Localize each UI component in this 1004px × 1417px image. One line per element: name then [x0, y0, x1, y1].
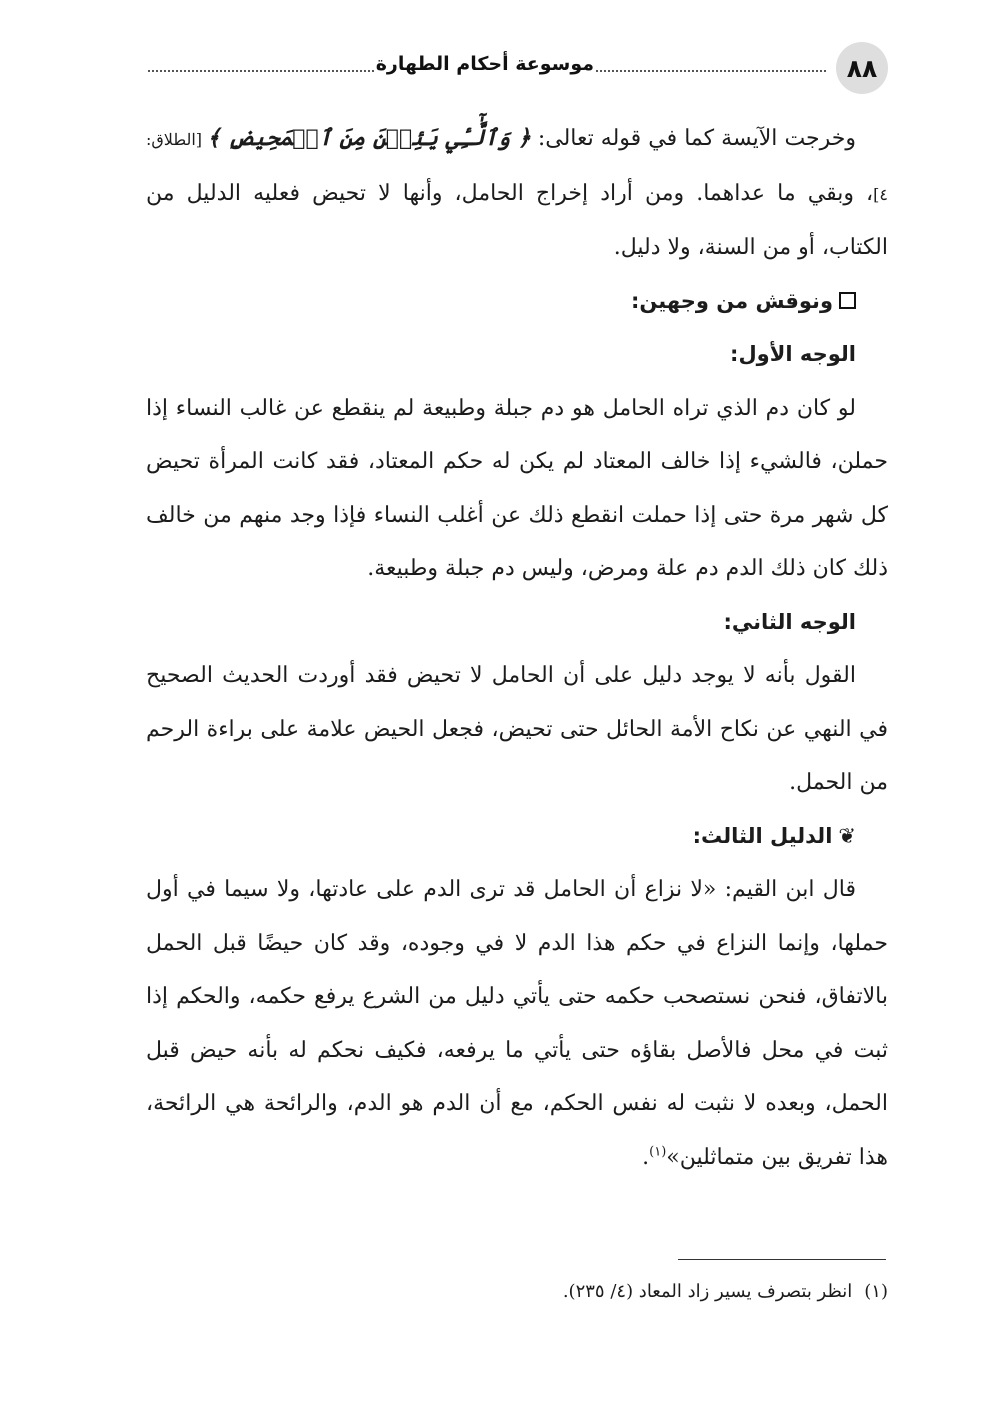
leaf-ornament-icon: ❦ — [838, 823, 856, 848]
first-aspect-label: الوجه الأول: — [730, 342, 856, 366]
discussion-label: ونوقش من وجهين: — [631, 288, 833, 313]
header-dotted-rule-left — [148, 70, 374, 72]
third-evidence-label: الدليل الثالث: — [692, 823, 833, 848]
footnote-separator — [678, 1259, 886, 1260]
first-aspect-paragraph: لو كان دم الذي تراه الحامل هو دم جبلة وطبيعة لم ينقطع عن غالب النساء إذا حملن، فالشيء إذا خالف المعتاد لم يكن له حكم المعتاد، فقد كانت المرأة تحيض كل شهر مرة حتى إذا حملت انقطع ذلك عن أغلب النساء فإذا وجد منهم من خالف ذلك كان ذلك الدم دم علة ومرض، وليس دم جبلة وطبيعة. — [146, 395, 888, 581]
footnote-text: انظر بتصرف يسير زاد المعاد (٤/ ٢٣٥). — [562, 1281, 853, 1302]
page-number: ٨٨ — [836, 42, 888, 94]
third-evidence-heading — [146, 810, 888, 864]
ibn-qayyim-quote-paragraph — [146, 863, 888, 1184]
running-header-title: موسوعة أحكام الطهارة — [375, 53, 594, 75]
paragraph-intro — [146, 112, 888, 275]
footnote — [430, 1278, 888, 1306]
quote-text: قال ابن القيم: «لا نزاع أن الحامل قد ترى الدم على عادتها، ولا سيما في أول حملها، وإنما النزاع في حكم هذا الدم لا في وجوده، وقد كان حيضًا قبل الحمل بالاتفاق، فنحن نستصحب حكمه حتى يأتي دليل من الشرع يرفع حكمه، والحكم إذا ثبت في محل فالأصل بقاؤه حتى يأتي ما يرفعه، فكيف نحكم له بأنه حيض قبل الحمل، وبعده لا نثبت له نفس الحكم، مع أن الدم هو الدم، والرائحة هي الرائحة، هذا تفريق بين متماثلين» — [146, 877, 888, 1170]
verse-reference: [الطلاق: ٤] — [146, 130, 888, 204]
second-aspect-paragraph: القول بأنه لا يوجد دليل على أن الحامل لا تحيض فقد أوردت الحديث الصحيح في النهي عن نكاح الأمة الحائل حتى تحيض، فجعل الحيض علامة على براءة الرحم من الحمل. — [146, 663, 888, 795]
discussion-heading — [146, 275, 888, 329]
checkbox-icon — [839, 292, 856, 309]
second-aspect-heading — [146, 596, 888, 650]
quran-verse: ﴿ وَٱلَّٰٓـِٔي يَئِسۡنَ مِنَ ٱلۡمَحِيضِ ﴾ — [207, 125, 531, 151]
quote-end-punctuation: . — [642, 1144, 650, 1170]
header-dotted-rule-right — [596, 70, 826, 72]
first-aspect-heading — [146, 328, 888, 382]
footnote-marker: (١) — [864, 1281, 888, 1302]
body-text — [146, 112, 888, 1184]
footnote-reference-marker: (١) — [649, 1144, 667, 1160]
intro-text-end: ، وبقي ما عداهما. ومن أراد إخراج الحامل، وأنها لا تحيض فعليه الدليل من الكتاب، أو من السنة، ولا دليل. — [146, 180, 888, 260]
intro-text-start: وخرجت الآيسة كما في قوله تعالى: — [530, 126, 857, 151]
second-aspect-label: الوجه الثاني: — [723, 609, 856, 634]
